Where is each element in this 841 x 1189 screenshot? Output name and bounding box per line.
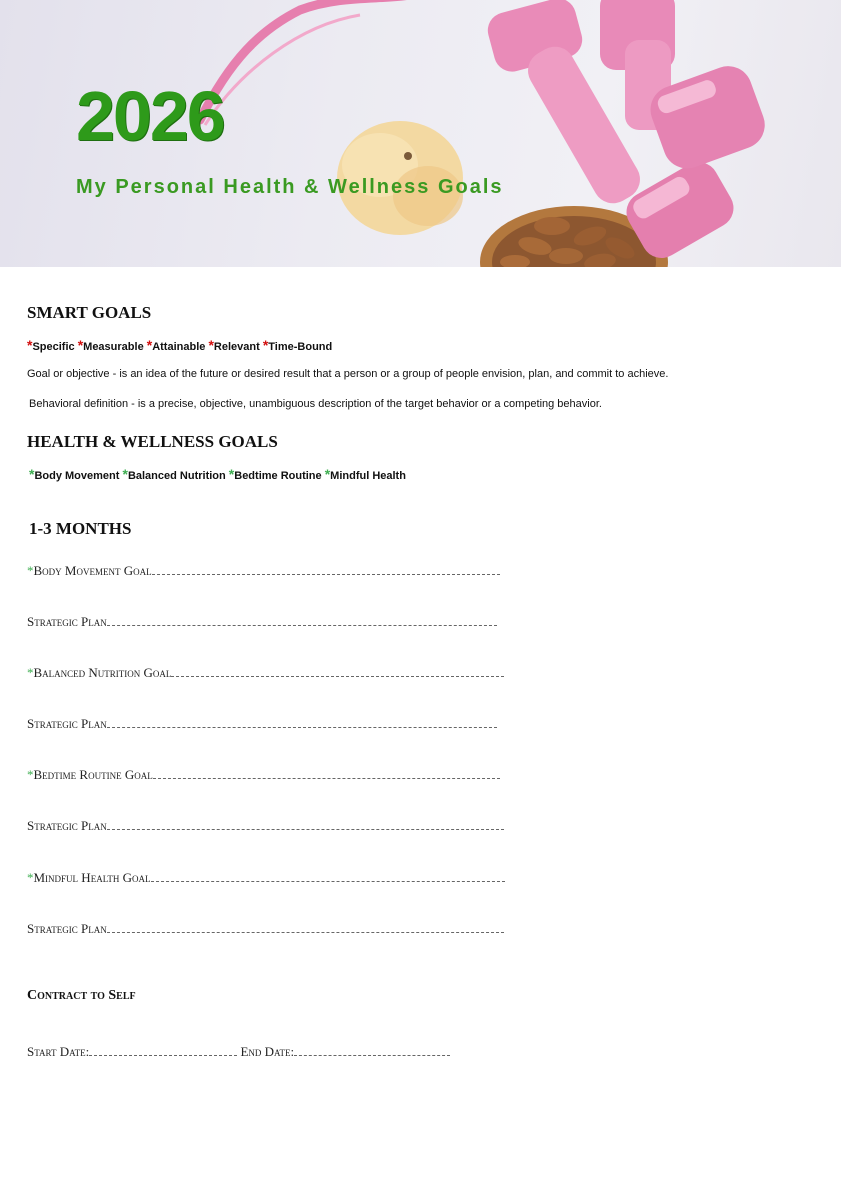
start-date-label: Start Date: bbox=[27, 1044, 90, 1059]
balanced-nutrition-goal-line bbox=[27, 665, 504, 681]
fill-in-blank[interactable] bbox=[107, 716, 497, 728]
tag-balanced-nutrition: Balanced Nutrition bbox=[127, 470, 226, 482]
line-label: Strategic Plan bbox=[27, 818, 107, 833]
wellness-tags bbox=[29, 466, 406, 482]
line-label: Strategic Plan bbox=[27, 716, 107, 731]
year-title: 2026 bbox=[76, 77, 224, 155]
line-label: Strategic Plan bbox=[27, 921, 107, 936]
fill-in-blank[interactable] bbox=[107, 614, 497, 626]
fill-in-blank[interactable] bbox=[152, 563, 500, 575]
star-icon: * bbox=[208, 337, 214, 353]
star-icon: * bbox=[27, 563, 34, 578]
fill-in-blank[interactable] bbox=[107, 818, 504, 830]
tag-mindful-health: Mindful Health bbox=[330, 470, 406, 482]
page-subtitle: My Personal Health & Wellness Goals bbox=[76, 176, 504, 198]
star-icon: * bbox=[122, 466, 128, 482]
body-movement-goal-line bbox=[27, 563, 500, 579]
strategic-plan-line bbox=[27, 818, 504, 834]
start-date-blank[interactable] bbox=[89, 1044, 237, 1056]
tag-specific: Specific bbox=[32, 341, 75, 353]
tag-body-movement: Body Movement bbox=[34, 470, 120, 482]
tag-time-bound: Time-Bound bbox=[268, 341, 333, 353]
strategic-plan-line bbox=[27, 716, 497, 732]
tag-measurable: Measurable bbox=[83, 341, 144, 353]
tag-attainable: Attainable bbox=[152, 341, 206, 353]
fill-in-blank[interactable] bbox=[151, 870, 505, 882]
star-icon: * bbox=[77, 337, 84, 353]
fill-in-blank[interactable] bbox=[107, 921, 504, 933]
months-heading: 1-3 MONTHS bbox=[29, 519, 132, 538]
star-icon: * bbox=[27, 665, 34, 680]
end-date-label: End Date: bbox=[240, 1044, 295, 1059]
star-icon: * bbox=[27, 337, 33, 353]
smart-goals-heading: SMART GOALS bbox=[27, 303, 152, 322]
header-banner bbox=[0, 0, 841, 267]
strategic-plan-line bbox=[27, 614, 497, 630]
mindful-health-goal-line bbox=[27, 870, 505, 886]
end-date-blank[interactable] bbox=[294, 1044, 450, 1056]
tag-relevant: Relevant bbox=[213, 341, 260, 353]
strategic-plan-line bbox=[27, 921, 504, 937]
contract-dates-line bbox=[27, 1044, 450, 1060]
star-icon: * bbox=[324, 466, 331, 482]
star-icon: * bbox=[228, 466, 235, 482]
contract-heading: Contract to Self bbox=[27, 988, 136, 1003]
tag-bedtime-routine: Bedtime Routine bbox=[234, 470, 322, 482]
star-icon: * bbox=[27, 870, 34, 885]
smart-tags bbox=[27, 337, 332, 353]
star-icon: * bbox=[29, 466, 35, 482]
star-icon: * bbox=[146, 337, 153, 353]
bedtime-routine-goal-line bbox=[27, 767, 500, 783]
star-icon: * bbox=[262, 337, 269, 353]
behavioral-definition: Behavioral definition - is a precise, objective, unambiguous description of the target behavior or a competing behavior. bbox=[29, 398, 602, 410]
fill-in-blank[interactable] bbox=[153, 767, 500, 779]
line-label: Body Movement Goal bbox=[33, 563, 152, 578]
strap-icon bbox=[200, 0, 410, 120]
wellness-heading: HEALTH & WELLNESS GOALS bbox=[27, 432, 278, 451]
goal-definition: Goal or objective - is an idea of the future or desired result that a person or a group of people envision, plan, and commit to achieve. bbox=[27, 368, 669, 380]
star-icon: * bbox=[27, 767, 34, 782]
line-label: Mindful Health Goal bbox=[33, 870, 151, 885]
fill-in-blank[interactable] bbox=[171, 665, 504, 677]
line-label: Bedtime Routine Goal bbox=[33, 767, 153, 782]
line-label: Strategic Plan bbox=[27, 614, 107, 629]
line-label: Balanced Nutrition Goal bbox=[33, 665, 172, 680]
